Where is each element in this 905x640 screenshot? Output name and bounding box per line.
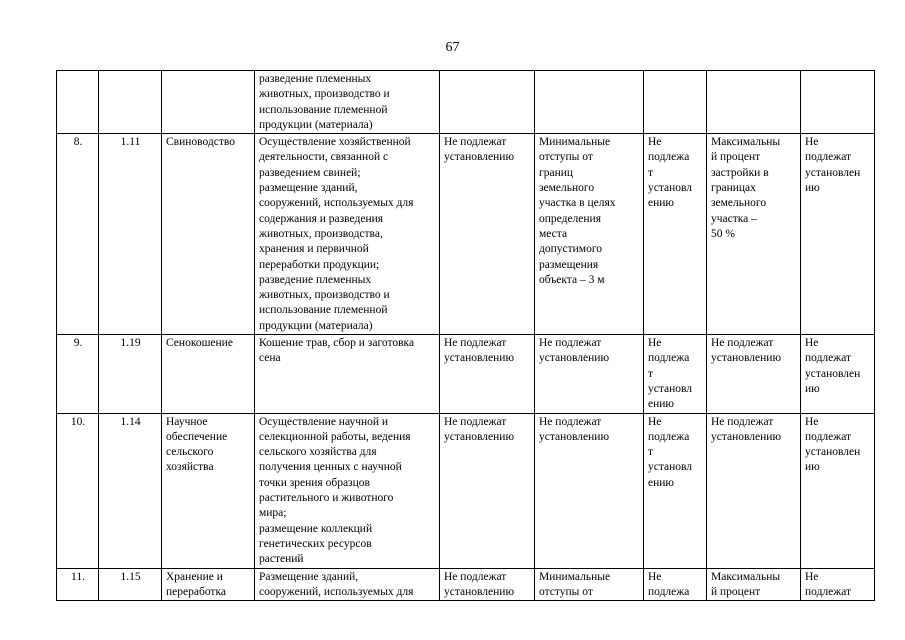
max-build-percent-cell: Не подлежат установлению — [707, 413, 801, 568]
use-name-cell: Хранение и переработка — [162, 568, 255, 601]
min-indents-cell: Минимальные отступы от — [535, 568, 644, 601]
use-code-cell: 1.11 — [99, 134, 162, 335]
other-params-cell — [801, 71, 875, 134]
other-params-cell: Не подлежат — [801, 568, 875, 601]
max-floors-cell: Не подлежа т установл ению — [644, 413, 707, 568]
other-params-cell: Не подлежат установлен ию — [801, 134, 875, 335]
table-row — [57, 413, 875, 568]
table-row — [57, 568, 875, 601]
max-build-percent-cell — [707, 71, 801, 134]
use-description-cell: Размещение зданий, сооружений, используемых для — [255, 568, 440, 601]
min-indents-cell — [535, 71, 644, 134]
row-number-cell: 11. — [57, 568, 99, 601]
min-max-area-cell: Не подлежат установлению — [440, 413, 535, 568]
use-name-cell: Научное обеспечение сельского хозяйства — [162, 413, 255, 568]
max-build-percent-cell: Не подлежат установлению — [707, 335, 801, 413]
use-description-cell: Осуществление научной и селекционной работы, ведения сельского хозяйства для получения ценных с научной точки зрения образцов растительного и животного мира; размещение коллекций генетических ресурсов растений — [255, 413, 440, 568]
other-params-cell: Не подлежат установлен ию — [801, 413, 875, 568]
use-name-cell — [162, 71, 255, 134]
use-code-cell: 1.15 — [99, 568, 162, 601]
row-number-cell: 10. — [57, 413, 99, 568]
min-indents-cell: Минимальные отступы от границ земельного участка в целях определения места допустимого размещения объекта – 3 м — [535, 134, 644, 335]
min-max-area-cell: Не подлежат установлению — [440, 134, 535, 335]
table-row — [57, 71, 875, 134]
use-code-cell — [99, 71, 162, 134]
min-indents-cell: Не подлежат установлению — [535, 413, 644, 568]
row-number-cell — [57, 71, 99, 134]
use-code-cell: 1.19 — [99, 335, 162, 413]
table-row — [57, 134, 875, 335]
table-row — [57, 335, 875, 413]
min-max-area-cell: Не подлежат установлению — [440, 568, 535, 601]
max-floors-cell: Не подлежа т установл ению — [644, 335, 707, 413]
use-description-cell: Кошение трав, сбор и заготовка сена — [255, 335, 440, 413]
min-max-area-cell: Не подлежат установлению — [440, 335, 535, 413]
max-build-percent-cell: Максимальны й процент застройки в границах земельного участка – 50 % — [707, 134, 801, 335]
use-description-cell: Осуществление хозяйственной деятельности, связанной с разведением свиней; размещение зданий, сооружений, используемых для содержания и разведения животных, производства, хранения и первичной переработки продукции; разведение племенных животных, производство и использование племенной продукции (материала) — [255, 134, 440, 335]
max-floors-cell: Не подлежа — [644, 568, 707, 601]
other-params-cell: Не подлежат установлен ию — [801, 335, 875, 413]
row-number-cell: 9. — [57, 335, 99, 413]
max-floors-cell: Не подлежа т установл ению — [644, 134, 707, 335]
use-description-cell: разведение племенных животных, производство и использование племенной продукции (материала) — [255, 71, 440, 134]
min-max-area-cell — [440, 71, 535, 134]
use-name-cell: Сенокошение — [162, 335, 255, 413]
zoning-regulations-table — [56, 70, 875, 601]
page-number: 67 — [445, 40, 460, 55]
row-number-cell: 8. — [57, 134, 99, 335]
min-indents-cell: Не подлежат установлению — [535, 335, 644, 413]
max-floors-cell — [644, 71, 707, 134]
use-name-cell: Свиноводство — [162, 134, 255, 335]
max-build-percent-cell: Максимальны й процент — [707, 568, 801, 601]
use-code-cell: 1.14 — [99, 413, 162, 568]
